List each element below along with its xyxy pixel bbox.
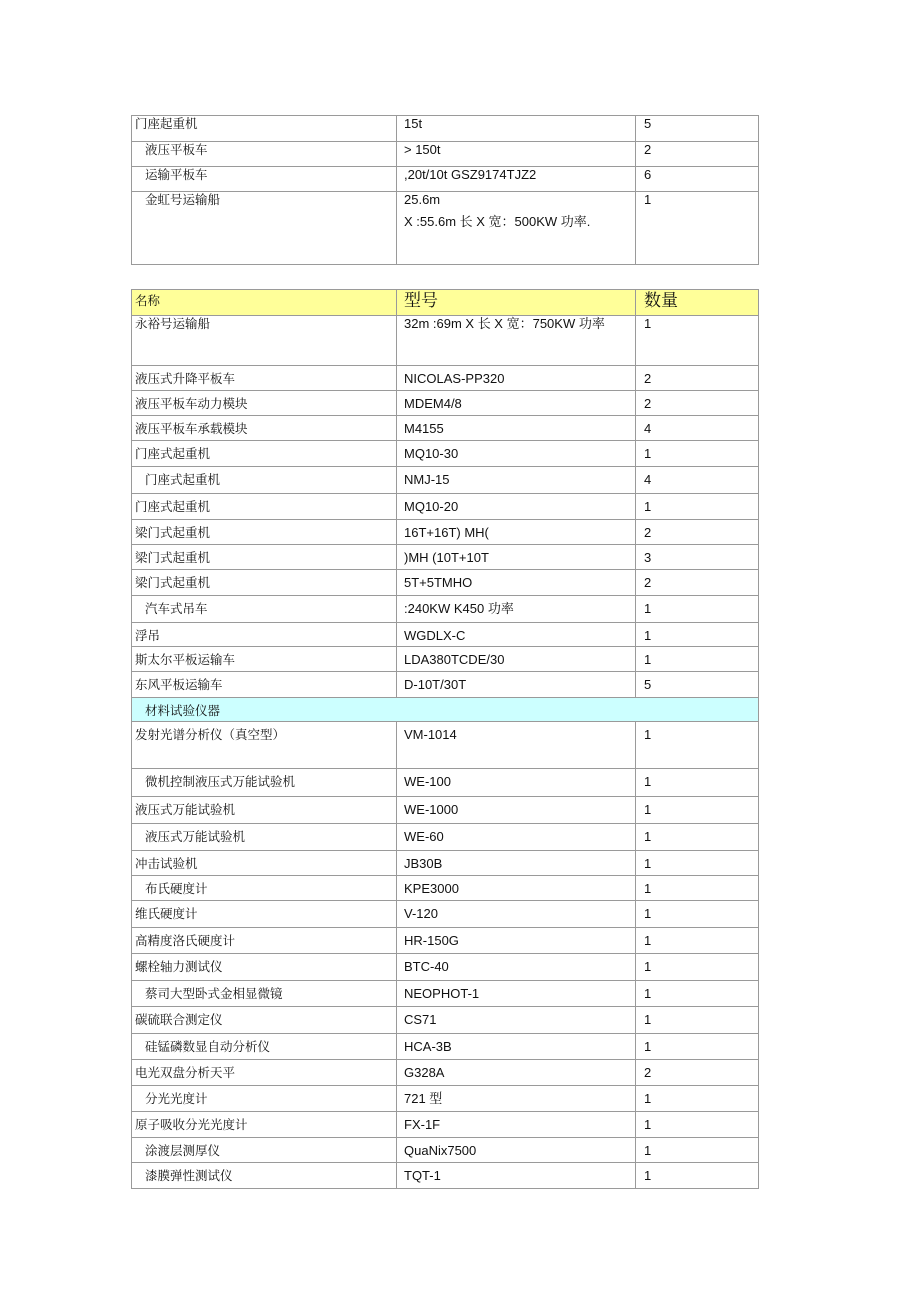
equipment-name: 液压平板车 [132,142,397,167]
equipment-qty: 1 [636,192,759,265]
table-row [132,1034,759,1060]
table-row [132,192,759,265]
equipment-name: 电光双盘分析天平 [132,1060,397,1086]
equipment-name: 梁门式起重机 [132,570,397,596]
equipment-model: HR-150G [397,928,636,954]
equipment-qty: 1 [636,441,759,467]
table-row [132,545,759,570]
equipment-name: 运输平板车 [132,167,397,192]
equipment-name: 发射光谱分析仪（真空型） [132,722,397,769]
equipment-model: LDA380TCDE/30 [397,647,636,672]
table-row [132,520,759,545]
equipment-qty: 1 [636,1163,759,1189]
equipment-qty: 1 [636,623,759,647]
equipment-qty: 1 [636,1007,759,1034]
table-row [132,722,759,769]
equipment-model: G328A [397,1060,636,1086]
table-row [132,596,759,623]
section-row [132,698,759,722]
equipment-qty: 1 [636,981,759,1007]
equipment-qty: 1 [636,494,759,520]
equipment-model: V-120 [397,901,636,928]
table-row [132,954,759,981]
equipment-model: TQT-1 [397,1163,636,1189]
equipment-name: 门座起重机 [132,116,397,142]
equipment-model: HCA-3B [397,1034,636,1060]
equipment-model: VM-1014 [397,722,636,769]
equipment-model: BTC-40 [397,954,636,981]
table-row [132,1138,759,1163]
equipment-qty: 1 [636,1034,759,1060]
table-row [132,570,759,596]
table-row [132,672,759,698]
equipment-name: 微机控制液压式万能试验机 [132,769,397,797]
table-row [132,441,759,467]
table-row [132,167,759,192]
equipment-model: KPE3000 [397,876,636,901]
equipment-name: 门座式起重机 [132,467,397,494]
equipment-table-1 [131,115,759,265]
equipment-qty: 1 [636,928,759,954]
table-row [132,623,759,647]
table-row [132,1060,759,1086]
equipment-qty: 1 [636,797,759,824]
equipment-model: 32m :69m X 长 X 宽：750KW 功率 [397,316,636,366]
equipment-qty: 4 [636,416,759,441]
table-row [132,467,759,494]
equipment-model: MDEM4/8 [397,391,636,416]
equipment-name: 斯太尔平板运输车 [132,647,397,672]
equipment-name: 漆膜弹性测试仪 [132,1163,397,1189]
table-row [132,1086,759,1112]
equipment-qty: 1 [636,1086,759,1112]
equipment-qty: 2 [636,391,759,416]
equipment-table-2 [131,289,759,1189]
header-model: 型号 [397,290,636,316]
equipment-qty: 3 [636,545,759,570]
equipment-model [397,192,636,265]
table-row [132,116,759,142]
equipment-name: 高精度洛氏硬度计 [132,928,397,954]
equipment-qty: 1 [636,769,759,797]
table-row [132,928,759,954]
equipment-model: )MH (10T+10T [397,545,636,570]
model-line-2: X :55.6m 长 X 宽：500KW 功率. [404,214,591,229]
equipment-qty: 4 [636,467,759,494]
equipment-qty: 1 [636,1112,759,1138]
header-name: 名称 [132,290,397,316]
equipment-qty: 2 [636,520,759,545]
equipment-model: WGDLX-C [397,623,636,647]
equipment-qty: 1 [636,851,759,876]
equipment-name: 梁门式起重机 [132,520,397,545]
table-row [132,366,759,391]
equipment-qty: 1 [636,1138,759,1163]
equipment-name: 碳硫联合测定仪 [132,1007,397,1034]
header-qty: 数量 [636,290,759,316]
equipment-name: 金虹号运输船 [132,192,397,265]
table-row [132,769,759,797]
equipment-qty: 5 [636,116,759,142]
equipment-model: :240KW K450 功率 [397,596,636,623]
equipment-qty: 1 [636,901,759,928]
table-row [132,1112,759,1138]
equipment-name: 东风平板运输车 [132,672,397,698]
equipment-qty: 1 [636,647,759,672]
equipment-model: ,20t/10t GSZ9174TJZ2 [397,167,636,192]
equipment-model: 15t [397,116,636,142]
equipment-name: 原子吸收分光光度计 [132,1112,397,1138]
equipment-name: 蔡司大型卧式金相显微镜 [132,981,397,1007]
equipment-model: NEOPHOT-1 [397,981,636,1007]
equipment-name: 液压平板车承载模块 [132,416,397,441]
equipment-qty: 5 [636,672,759,698]
table-row [132,647,759,672]
equipment-name: 门座式起重机 [132,494,397,520]
equipment-name: 液压平板车动力模块 [132,391,397,416]
equipment-qty: 1 [636,824,759,851]
table-row [132,1163,759,1189]
equipment-qty: 2 [636,142,759,167]
table-row [132,824,759,851]
equipment-name: 螺栓轴力测试仪 [132,954,397,981]
equipment-model: NMJ-15 [397,467,636,494]
equipment-qty: 1 [636,722,759,769]
equipment-qty: 1 [636,876,759,901]
equipment-name: 门座式起重机 [132,441,397,467]
equipment-name: 液压式万能试验机 [132,824,397,851]
table-row [132,494,759,520]
equipment-qty: 1 [636,954,759,981]
equipment-name: 永裕号运输船 [132,316,397,366]
equipment-model: > 150t [397,142,636,167]
table-row [132,316,759,366]
equipment-model: FX-1F [397,1112,636,1138]
equipment-name: 汽车式吊车 [132,596,397,623]
equipment-name: 梁门式起重机 [132,545,397,570]
equipment-name: 液压式升降平板车 [132,366,397,391]
equipment-qty: 1 [636,316,759,366]
table-row [132,142,759,167]
table-row [132,391,759,416]
model-line-1: 25.6m [404,192,441,207]
equipment-name: 液压式万能试验机 [132,797,397,824]
equipment-name: 维氏硬度计 [132,901,397,928]
equipment-model: WE-60 [397,824,636,851]
equipment-model: WE-1000 [397,797,636,824]
equipment-model: 5T+5TMHO [397,570,636,596]
equipment-name: 硅锰磷数显自动分析仪 [132,1034,397,1060]
equipment-model: 721 型 [397,1086,636,1112]
equipment-model: QuaNix7500 [397,1138,636,1163]
equipment-name: 浮吊 [132,623,397,647]
equipment-model: WE-100 [397,769,636,797]
equipment-model: 16T+16T) MH( [397,520,636,545]
equipment-qty: 2 [636,1060,759,1086]
table-row [132,1007,759,1034]
equipment-name: 冲击试验机 [132,851,397,876]
equipment-model: M4155 [397,416,636,441]
table-row [132,876,759,901]
table-row [132,797,759,824]
equipment-model: MQ10-30 [397,441,636,467]
equipment-model: JB30B [397,851,636,876]
table-header [132,290,759,316]
equipment-model: MQ10-20 [397,494,636,520]
equipment-qty: 2 [636,366,759,391]
table-row [132,416,759,441]
section-title: 材料试验仪器 [132,698,759,722]
table-row [132,851,759,876]
equipment-name: 涂渡层测厚仪 [132,1138,397,1163]
table-row [132,981,759,1007]
equipment-qty: 6 [636,167,759,192]
equipment-model: NICOLAS-PP320 [397,366,636,391]
equipment-qty: 1 [636,596,759,623]
equipment-name: 布氏硬度计 [132,876,397,901]
table-row [132,901,759,928]
equipment-model: D-10T/30T [397,672,636,698]
equipment-name: 分光光度计 [132,1086,397,1112]
equipment-qty: 2 [636,570,759,596]
equipment-model: CS71 [397,1007,636,1034]
